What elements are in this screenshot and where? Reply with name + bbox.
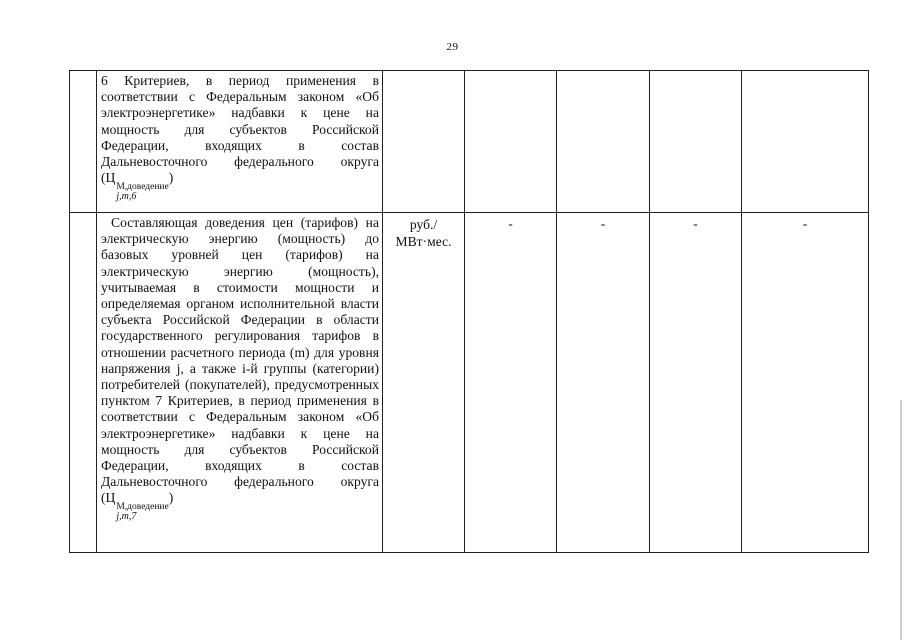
value-text: - (600, 216, 606, 231)
table-row (70, 71, 869, 213)
value-text: - (802, 216, 808, 231)
value-cell (557, 213, 650, 553)
description-text: 6 Критериев, в период применения в соответствии с Федеральным законом «Об электроэнергетике» надбавки к цене на мощность для субъектов Российской Федерации, входящих в состав Дальневосточного федерального округа (101, 73, 379, 170)
formula-close: ) (168, 490, 174, 506)
value-text: - (508, 216, 513, 231)
formula-superscript: М,доведение (116, 182, 169, 193)
value-text (465, 71, 556, 74)
value-text: - (693, 216, 698, 231)
value-cell (465, 71, 557, 213)
unit-text: руб./ (409, 217, 438, 232)
unit-text (383, 71, 464, 74)
value-cell (465, 213, 557, 553)
description-text: Составляющая доведения цен (тарифов) на электрическую энергию (мощность) до базовых уровней цен (тарифов) на электрическую энергию (мощность), учитываемая в стоимости мощности и определяемая органом исполнительной власти субъекта Российской Федерации в области государственного регулирования тарифов в отношении расчетного периода (m) для уровня напряжения j, а также i-й группы (категории) потребителей (покупателей), предусмотренных пунктом 7 Критериев, в период применения в соответствии с Федеральным законом «Об электроэнергетике» надбавки к цене на мощность для субъектов Российской Федерации, входящих в состав Дальневосточного федерального округа (101, 215, 379, 490)
formula (101, 491, 173, 522)
page-number: 29 (446, 41, 459, 53)
row-index-cell (70, 213, 97, 553)
tariff-table (69, 70, 869, 553)
unit-text: МВт·мес. (395, 234, 452, 249)
value-cell (650, 213, 742, 553)
formula-symbol: (Ц (101, 490, 116, 506)
formula-subscript: j,m,6 (116, 191, 137, 203)
value-cell (742, 213, 869, 553)
unit-cell (383, 71, 465, 213)
table-row (70, 213, 869, 553)
description-cell (97, 213, 383, 553)
value-cell (742, 71, 869, 213)
row-index-cell (70, 71, 97, 213)
formula-subscript: j,m,7 (116, 511, 137, 523)
value-cell (650, 71, 742, 213)
scan-edge-mark (900, 400, 902, 640)
value-text (742, 71, 868, 74)
unit-cell (383, 213, 465, 553)
formula-symbol: (Ц (101, 170, 116, 186)
formula (101, 171, 173, 202)
description-cell (97, 71, 383, 213)
formula-close: ) (168, 170, 174, 186)
formula-superscript: М,доведение (116, 502, 169, 513)
value-cell (557, 71, 650, 213)
value-text (650, 71, 741, 74)
value-text (557, 71, 649, 74)
